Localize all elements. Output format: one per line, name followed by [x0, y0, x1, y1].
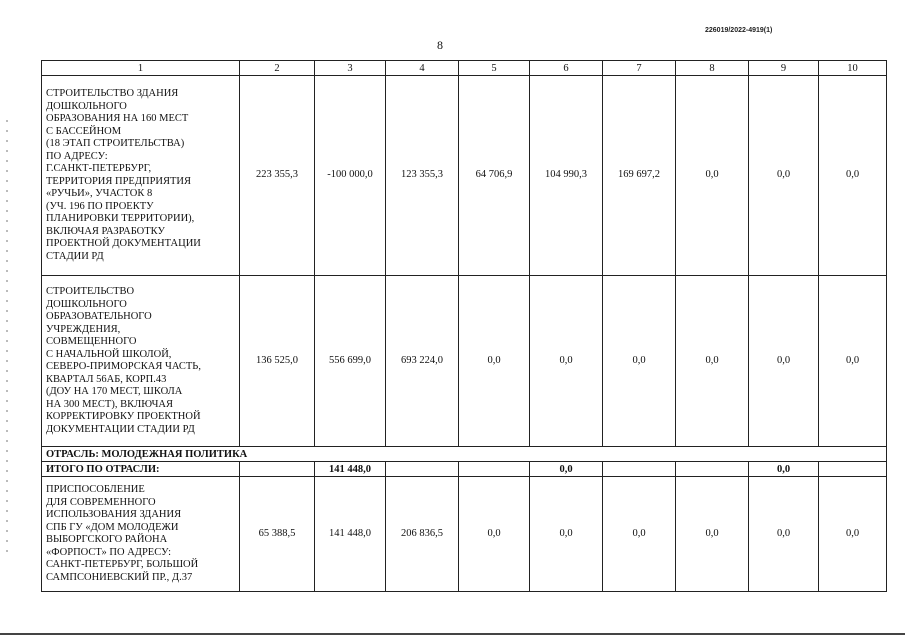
- value-cell: 0,0: [676, 76, 749, 276]
- budget-table: [41, 60, 887, 592]
- column-header: 7: [603, 61, 676, 76]
- object-name-line: СТАДИИ РД: [46, 250, 104, 262]
- column-header: 2: [240, 61, 315, 76]
- value-cell: 693 224,0: [386, 276, 459, 447]
- page-number: 8: [437, 38, 443, 52]
- value-cell: 104 990,3: [530, 76, 603, 276]
- column-header: 9: [749, 61, 819, 76]
- column-header: 8: [676, 61, 749, 76]
- total-value-cell: 141 448,0: [315, 462, 386, 477]
- object-name-line: ДОКУМЕНТАЦИИ СТАДИИ РД: [46, 423, 195, 435]
- object-name-line: Г.САНКТ-ПЕТЕРБУРГ,: [46, 163, 152, 174]
- object-name-cell: [42, 276, 240, 447]
- value-cell: 0,0: [676, 276, 749, 447]
- total-value-cell: [386, 462, 459, 477]
- object-name-line: СОВМЕЩЕННОГО: [46, 336, 137, 347]
- object-name-line: УЧРЕЖДЕНИЯ,: [46, 323, 121, 335]
- page-bottom-rule: [0, 633, 905, 635]
- object-name-line: КОРРЕКТИРОВКУ ПРОЕКТНОЙ: [46, 411, 201, 422]
- total-value-cell: 0,0: [749, 462, 819, 477]
- total-value-cell: [459, 462, 530, 477]
- object-name-line: СТРОИТЕЛЬСТВО ЗДАНИЯ: [46, 88, 179, 99]
- object-name-line: ТЕРРИТОРИЯ ПРЕДПРИЯТИЯ: [46, 175, 192, 187]
- value-cell: 0,0: [530, 477, 603, 592]
- object-name-cell: [42, 477, 240, 592]
- value-cell: -100 000,0: [315, 76, 386, 276]
- value-cell: 0,0: [603, 276, 676, 447]
- object-name-line: ВЫБОРГСКОГО РАЙОНА: [46, 534, 168, 545]
- column-header: 1: [42, 61, 240, 76]
- column-header: 10: [819, 61, 887, 76]
- object-name-line: СТРОИТЕЛЬСТВО: [46, 286, 135, 297]
- object-name-line: (18 ЭТАП СТРОИТЕЛЬСТВА): [46, 138, 185, 149]
- column-header: 6: [530, 61, 603, 76]
- object-name-line: ИСПОЛЬЗОВАНИЯ ЗДАНИЯ: [46, 509, 182, 520]
- value-cell: 0,0: [459, 276, 530, 447]
- value-cell: 0,0: [749, 477, 819, 592]
- total-value-cell: 0,0: [530, 462, 603, 477]
- object-name-line: СПБ ГУ «ДОМ МОЛОДЕЖИ: [46, 521, 179, 533]
- value-cell: 0,0: [603, 477, 676, 592]
- table-row: [42, 76, 887, 276]
- column-header: 3: [315, 61, 386, 76]
- value-cell: 136 525,0: [240, 276, 315, 447]
- object-name-line: ОБРАЗОВАНИЯ НА 160 МЕСТ: [46, 113, 189, 124]
- table-row: [42, 276, 887, 447]
- sector-heading: ОТРАСЛЬ: МОЛОДЕЖНАЯ ПОЛИТИКА: [42, 447, 887, 462]
- object-name-line: ПРОЕКТНОЙ ДОКУМЕНТАЦИИ: [46, 238, 201, 249]
- column-header: 5: [459, 61, 530, 76]
- value-cell: 223 355,3: [240, 76, 315, 276]
- value-cell: 0,0: [749, 76, 819, 276]
- value-cell: 0,0: [749, 276, 819, 447]
- total-value-cell: [603, 462, 676, 477]
- value-cell: 64 706,9: [459, 76, 530, 276]
- object-name-line: (УЧ. 196 ПО ПРОЕКТУ: [46, 200, 154, 212]
- value-cell: 556 699,0: [315, 276, 386, 447]
- value-cell: 0,0: [459, 477, 530, 592]
- value-cell: 169 697,2: [603, 76, 676, 276]
- value-cell: 0,0: [676, 477, 749, 592]
- object-name-line: (ДОУ НА 170 МЕСТ, ШКОЛА: [46, 386, 183, 397]
- value-cell: 0,0: [819, 76, 887, 276]
- table-row: [42, 477, 887, 592]
- value-cell: 206 836,5: [386, 477, 459, 592]
- object-name-line: ПО АДРЕСУ:: [46, 150, 108, 162]
- value-cell: 65 388,5: [240, 477, 315, 592]
- object-name-line: САМПСОНИЕВСКИЙ ПР., Д.37: [46, 571, 193, 583]
- value-cell: 0,0: [819, 477, 887, 592]
- object-name-line: КВАРТАЛ 56АБ, КОРП.43: [46, 373, 167, 385]
- object-name-line: ПЛАНИРОВКИ ТЕРРИТОРИИ),: [46, 213, 195, 224]
- sector-total-row: [42, 462, 887, 477]
- object-name-line: ДОШКОЛЬНОГО: [46, 298, 127, 310]
- total-value-cell: [240, 462, 315, 477]
- object-name-cell: [42, 76, 240, 276]
- column-header: 4: [386, 61, 459, 76]
- object-name-line: ПРИСПОСОБЛЕНИЕ: [46, 484, 145, 495]
- total-value-cell: [819, 462, 887, 477]
- document-registration-number: 226019/2022-4919(1): [705, 27, 773, 34]
- sector-heading-row: [42, 447, 887, 462]
- object-name-line: «ФОРПОСТ» ПО АДРЕСУ:: [46, 546, 172, 558]
- object-name-line: ДОШКОЛЬНОГО: [46, 100, 127, 112]
- value-cell: 141 448,0: [315, 477, 386, 592]
- object-name-line: ДЛЯ СОВРЕМЕННОГО: [46, 496, 156, 508]
- value-cell: 123 355,3: [386, 76, 459, 276]
- object-name-line: САНКТ-ПЕТЕРБУРГ, БОЛЬШОЙ: [46, 559, 199, 570]
- total-value-cell: [676, 462, 749, 477]
- object-name-line: ВКЛЮЧАЯ РАЗРАБОТКУ: [46, 225, 165, 237]
- value-cell: 0,0: [530, 276, 603, 447]
- table-header-row: [42, 61, 887, 76]
- object-name-line: С БАССЕЙНОМ: [46, 125, 122, 137]
- object-name-line: ОБРАЗОВАТЕЛЬНОГО: [46, 311, 152, 322]
- value-cell: 0,0: [819, 276, 887, 447]
- scan-margin-marks: [6, 120, 8, 560]
- object-name-line: «РУЧЬИ», УЧАСТОК 8: [46, 188, 153, 199]
- object-name-line: НА 300 МЕСТ), ВКЛЮЧАЯ: [46, 398, 174, 410]
- object-name-line: С НАЧАЛЬНОЙ ШКОЛОЙ,: [46, 348, 172, 360]
- object-name-line: СЕВЕРО-ПРИМОРСКАЯ ЧАСТЬ,: [46, 361, 201, 372]
- sector-total-label: ИТОГО ПО ОТРАСЛИ:: [42, 462, 240, 477]
